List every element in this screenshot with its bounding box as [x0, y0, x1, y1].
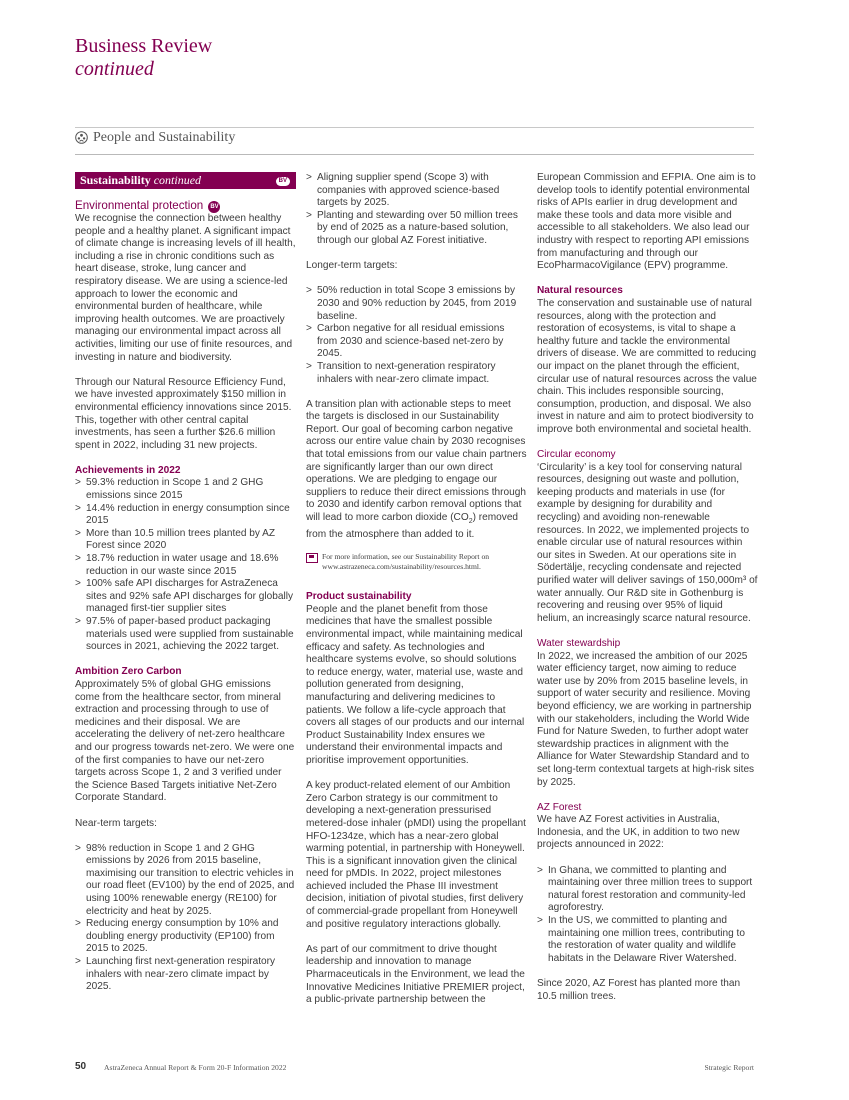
list-item: > Aligning supplier spend (Scope 3) with companies with approved science-based targets by 2025.	[306, 172, 527, 210]
column-2	[306, 172, 527, 1007]
ws-paragraph: In 2022, we increased the ambition of our 2025 water efficiency target, now aiming to reduce water use by 20% from 2015 baseline levels, in support of water security and resilience. Moving beyond efficiency, we are working in partnership with our stakeholders, including the World Wide Fund for Nature Sweden, to further adopt water stewardship practices in alignment with the Alliance for Water Stewardship Standard and to set long-term contextual targets at high-risk sites by 2025.	[537, 650, 755, 788]
longer-term-list	[306, 285, 527, 386]
list-item: > 14.4% reduction in energy consumption since 2015	[75, 503, 296, 528]
premier-cont-paragraph: European Commission and EFPIA. One aim is to develop tools to identify potential environmental risks of APIs earlier in drug development and make these tools and data more visible and accessible to all stakeholders. We also lead our industry with respect to reporting API emissions from manufacturing and through our EcoPharmacoVigilance (EPV) programme.	[537, 172, 756, 272]
achievements-list	[75, 477, 296, 653]
af-paragraph-2: Since 2020, AZ Forest has planted more than 10.5 million trees.	[537, 978, 741, 1002]
water-stewardship-heading: Water stewardship	[537, 637, 621, 649]
env-heading-text: Environmental protection	[75, 199, 204, 212]
near-term-list	[75, 843, 296, 994]
near-term-label: Near-term targets:	[75, 817, 157, 829]
column-1	[75, 172, 296, 994]
page-subtitle: continued	[75, 58, 154, 80]
az-forest-heading: AZ Forest	[537, 801, 582, 813]
list-item: > 98% reduction in Scope 1 and 2 GHG emissions by 2026 from 2015 baseline, maximising our transition to electric vehicles in our road fleet (EV100) by the end of 2025, and using 100% renewable energy (RE100) for electricity and heat by 2025.	[75, 843, 296, 919]
product-sustainability-heading: Product sustainability	[306, 591, 412, 603]
list-item: > Transition to next-generation respiratory inhalers with near-zero climate impact.	[306, 361, 527, 386]
achievements-heading: Achievements in 2022	[75, 464, 181, 476]
list-item: > 50% reduction in total Scope 3 emissions by 2030 and 90% reduction by 2045, from 2019 baseline.	[306, 285, 527, 323]
list-item: > In Ghana, we committed to planting and maintaining over three million trees to support natural forest restoration and community-led agroforestry.	[537, 865, 758, 915]
banner-title: Sustainability	[80, 173, 151, 188]
list-item: > Planting and stewarding over 50 million trees by end of 2025 as a nature-based solution, through our global AZ Forest initiative.	[306, 210, 527, 248]
azc-heading: Ambition Zero Carbon	[75, 666, 182, 678]
banner-continued: continued	[153, 173, 202, 188]
info-note	[306, 552, 527, 572]
section-title: People and Sustainability	[93, 130, 236, 145]
list-item: > Launching first next-generation respiratory inhalers with near-zero climate impact by 2025.	[75, 956, 296, 994]
bv-badge-env: BV	[208, 201, 220, 213]
list-item: > 100% safe API discharges for AstraZeneca sites and 92% safe API discharges for globally managed first-tier supplier sites	[75, 578, 296, 616]
ps-paragraph-2: A key product-related element of our Ambition Zero Carbon strategy is our commitment to developing a next-generation pressurised metered-dose inhaler (pMDI) using the propellant HFO-1234ze, which has a near-zero global warming potential, in partnership with Honeywell. This is a significant innovation given the clinical need for pMDIs. In 2022, project milestones achieved included the Phase III investment decision, initiation of pivotal studies, first delivery of commercial-grade propellant from Honeywell and positive regulatory interactions globally.	[306, 780, 526, 930]
ps-paragraph-3: As part of our commitment to drive thought leadership and innovation to manage Pharmaceuticals in the Environment, we lead the Innovative Medicines Initiative PREMIER project, a public-private partnership between the	[306, 943, 525, 1006]
column-3	[537, 172, 758, 1003]
list-item: > 59.3% reduction in Scope 1 and 2 GHG emissions since 2015	[75, 477, 296, 502]
publication-title: AstraZeneca Annual Report & Form 20-F Information 2022	[104, 1063, 287, 1072]
nr-paragraph: The conservation and sustainable use of natural resources, along with the protection and restoration of ecosystems, is vital to shape a healthy future and tackle the environmental drivers of disease. We are committed to reducing our impact on the planet through the efficient, circular use of natural resources across the value chain. This includes responsible sourcing, consumption, production, and disposal. We also invest in nature and aim to protect biodiversity to improve both environmental and societal health.	[537, 297, 757, 435]
env-paragraph-2: Through our Natural Resource Efficiency Fund, we have invested approximately $150 million in environmental efficiency innovations since 2015. This, together with other central capital investments, has seen a further $26.6 million spent in 2022, including 31 new projects.	[75, 376, 292, 451]
people-icon	[75, 131, 88, 144]
list-item: > More than 10.5 million trees planted by AZ Forest since 2020	[75, 528, 296, 553]
list-item: > Reducing energy consumption by 10% and doubling energy productivity (EP100) from 2015 to 2025.	[75, 918, 296, 956]
env-heading	[75, 199, 296, 213]
section-label	[75, 130, 754, 150]
list-item: > In the US, we committed to planting and maintaining one million trees, contributing to the restoration of water quality and wildlife habitats in the Delaware River Watershed.	[537, 915, 758, 965]
transition-text-end: ) removed from the atmosphere than added to it.	[306, 512, 519, 540]
ce-paragraph: ‘Circularity’ is a key tool for conserving natural resources, designing out waste and pollution, keeping products and materials in use (for example by designing for durability and recycling) and avoiding non-renewable resources. In 2022, we implemented projects to enable circular use of natural resources within our sites in Sweden. At our operations site in Södertälje, recycling condensate and rejected purified water will deliver savings of 150,000m³ of water annually. Our R&D site in Gothenburg is recovering and reusing over 95% of liquid helium, an increasingly scarce natural resource.	[537, 461, 758, 624]
page-footer	[75, 1063, 754, 1075]
co2-subscript: 2	[468, 518, 473, 526]
note-link[interactable]: www.astrazeneca.com/sustainability/resources.html.	[322, 562, 481, 572]
page-title: Business Review	[75, 35, 213, 57]
list-item: > 97.5% of paper-based product packaging materials used were supplied from sustainable sources in 2021, achieving the 2022 target.	[75, 616, 296, 654]
near-term-list-cont	[306, 172, 527, 248]
sustainability-banner	[75, 172, 296, 189]
bv-badge: BV	[276, 177, 290, 186]
natural-resources-heading: Natural resources	[537, 285, 623, 297]
info-book-icon	[306, 553, 318, 563]
page-number: 50	[75, 1061, 87, 1072]
azc-paragraph: Approximately 5% of global GHG emissions come from the healthcare sector, from mineral extraction and processing through to use of medicines and their disposal. We are accelerating the delivery of net-zero healthcare and our progress towards net-zero. We were one of the first companies to have our net-zero targets across Scope 1, 2 and 3 verified under the Science Based Targets initiative Net-Zero Corporate Standard.	[75, 678, 295, 804]
af-paragraph: We have AZ Forest activities in Australia, Indonesia, and the UK, in addition to two new projects announced in 2022:	[537, 814, 740, 851]
list-item: > 18.7% reduction in water usage and 18.6% reduction in our waste since 2015	[75, 553, 296, 578]
ps-paragraph-1: People and the planet benefit from those medicines that have the smallest possible environmental impact, while maintaining medical efficacy and safety. As technologies and healthcare systems evolve, so should solutions to reduce energy, water, material use, waste and pollution generated from designing, manufacturing and delivering medicines to patients. We follow a life-cycle approach that covers all stages of our products and our internal Product Sustainability Index ensures we understand their environmental impacts and prioritise improvement opportunities.	[306, 603, 525, 766]
transition-paragraph	[306, 399, 527, 542]
header-divider	[75, 127, 754, 128]
circular-economy-heading: Circular economy	[537, 449, 616, 461]
transition-text: A transition plan with actionable steps to meet the targets is disclosed in our Sustainability Report. Our goal of becoming carbon negative across our entire value chain by 2030 recognises that total emissions from our value chain partners are significantly larger than our own direct operations. We are pledging to engage our suppliers to reduce their direct emissions through to 2030 and identify carbon removal options that will lead to more carbon dioxide (CO	[306, 398, 527, 524]
footer-section: Strategic Report	[704, 1063, 754, 1072]
longer-term-label: Longer-term targets:	[306, 260, 398, 272]
list-item: > Carbon negative for all residual emissions from 2030 and science-based net-zero by 2045.	[306, 323, 527, 361]
note-text: For more information, see our Sustainability Report on	[322, 552, 490, 562]
az-forest-list	[537, 865, 758, 966]
section-divider	[75, 154, 754, 155]
env-paragraph-1: We recognise the connection between healthy people and a healthy planet. A significant impact of climate change is increasing levels of ill health, including a rise in chronic conditions such as heart disease, stroke, lung cancer and respiratory disease. We are using a science-led approach to lower the economic and environmental burden of healthcare, while improving health outcomes. We are proactively managing our environmental impact across all activities, limiting our use of finite resources, and investing in nature and biodiversity.	[75, 213, 296, 363]
